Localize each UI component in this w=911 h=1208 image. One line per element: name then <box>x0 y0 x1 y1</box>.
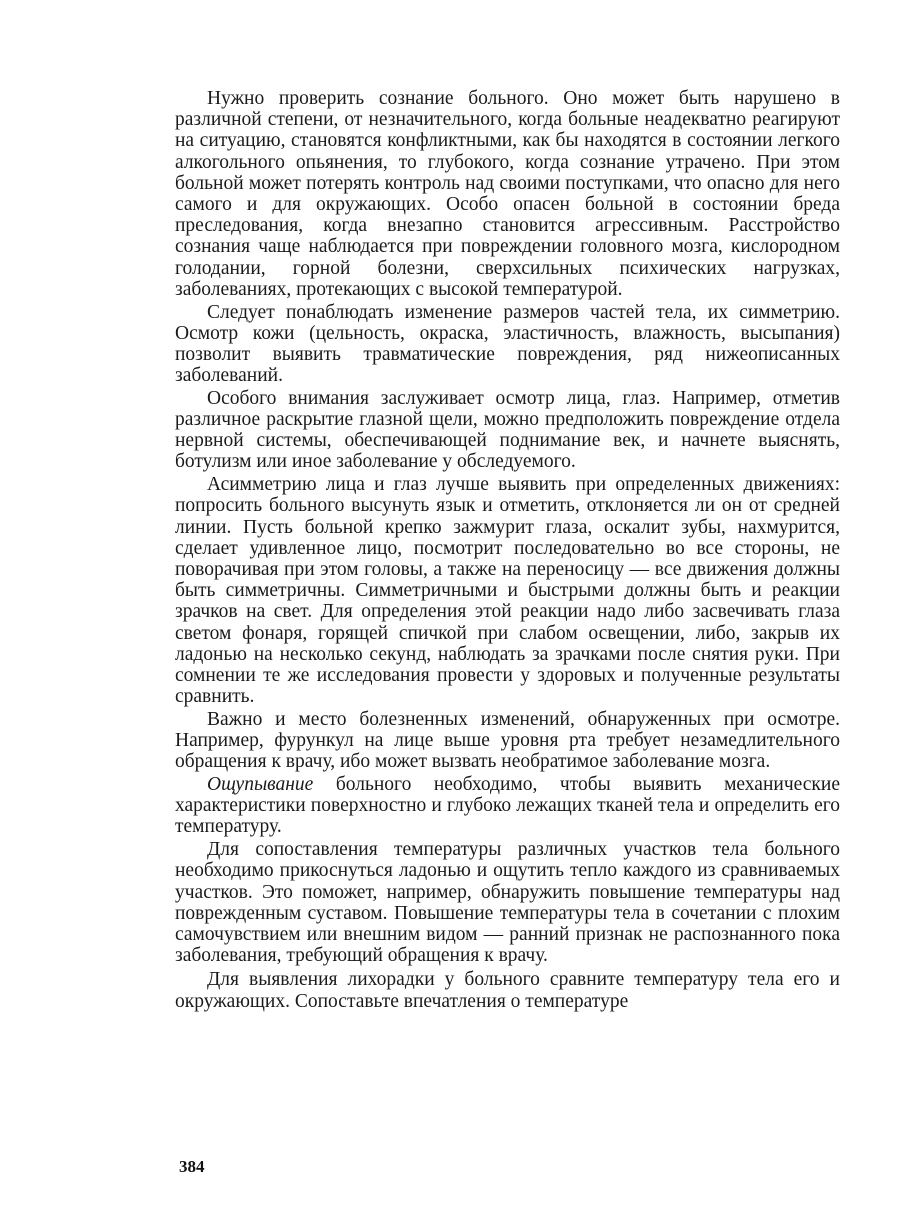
paragraph-body-size-skin: Следует понаблюдать изменение размеров частей тела, их симметрию. Осмотр кожи (цельность, окраска, эластичность, влажность, высыпания) позволит выявить травматические повреждения, ряд нижеописанных заболеваний. <box>175 301 840 387</box>
paragraph-location-changes: Важно и место болезненных изменений, обнаруженных при осмотре. Например, фурункул на лице выше уровня рта требует незамедлительного обращения к врачу, ибо может вызвать необратимое заболевание мозга. <box>175 708 840 773</box>
paragraph-temperature-compare: Для сопоставления температуры различных участков тела больного необходимо прикоснуться ладонью и ощутить тепло каждого из сравниваемых участков. Это поможет, например, обнаружить повышение температуры над поврежденным суставом. Повышение температуры тела в сочетании с плохим самочувствием или внешним видом — ранний признак не распознанного пока заболевания, требующий обращения к врачу. <box>175 839 840 967</box>
paragraph-fever: Для выявления лихорадки у больного сравните температуру тела его и окружающих. Сопоставьте впечатления о температуре <box>175 969 840 1012</box>
paragraph-palpation <box>175 774 840 838</box>
paragraph-consciousness: Нужно проверить сознание больного. Оно может быть нарушено в различной степени, от незначительного, когда больные неадекватно реагируют на ситуацию, становятся конфликтными, как бы находятся в состоянии легкого алкогольного опьянения, то глубокого, когда сознание утрачено. При этом больной может потерять контроль над своими поступками, что опасно для него самого и для окружающих. Особо опасен больной в состоянии бреда преследования, когда внезапно становится агрессивным. Расстройство сознания чаще наблюдается при повреждении головного мозга, кислородном голодании, горной болезни, сверхсильных психических нагрузках, заболеваниях, протекающих с высокой температурой. <box>175 88 840 300</box>
paragraph-face-eyes: Особого внимания заслуживает осмотр лица, глаз. Например, отметив различное раскрытие глазной щели, можно предположить повреждение отдела нервной системы, обеспечивающей поднимание век, и начнете выяснять, ботулизм или иное заболевание у обследуемого. <box>175 387 840 473</box>
page-body <box>175 88 840 1013</box>
palpation-text: больного необходимо, чтобы выявить механические характеристики поверхностно и глубоко лежащих тканей тела и определить его температуру. <box>175 774 840 838</box>
page-number: 384 <box>179 1157 205 1176</box>
paragraph-asymmetry: Асимметрию лица и глаз лучше выявить при определенных движениях: попросить больного высунуть язык и отметить, отклоняется ли он от средней линии. Пусть больной крепко зажмурит глаза, оскалит зубы, нахмурится, сделает удивленное лицо, посмотрит последовательно во все стороны, не поворачивая при этом головы, а также на переносицу — все движения должны быть симметричны. Симметричными и быстрыми должны быть и реакции зрачков на свет. Для определения этой реакции надо либо засвечивать глаза светом фонаря, горящей спичкой при слабом освещении, либо, закрыв их ладонью на несколько секунд, наблюдать за зрачками после снятия руки. При сомнении те же исследования провести у здоровых и полученные результаты сравнить. <box>175 474 840 708</box>
palpation-term: Ощупывание <box>207 774 314 795</box>
